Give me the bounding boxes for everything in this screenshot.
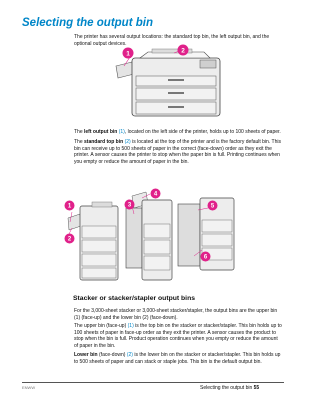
upper-bin-ref: (1)	[127, 323, 134, 329]
footer-page-label: Selecting the output bin 55	[200, 385, 260, 391]
left-bin-term: left output bin	[84, 129, 118, 135]
footer-rule	[22, 382, 284, 383]
callout-6-figure2	[200, 251, 211, 262]
svg-text:3: 3	[127, 202, 132, 209]
left-bin-paragraph: The left output bin (1), located on the left side of the printer, holds up to 100 sheets of paper.	[74, 129, 281, 135]
section-heading: Stacker or stacker/stapler output bins	[73, 295, 196, 302]
intro-paragraph: The printer has several output locations: the standard top bin, the left output bin, and the optional output devices.	[74, 34, 270, 47]
callout-5-figure2	[207, 200, 218, 211]
standard-bin-paragraph: The standard top bin (2) is located at the top of the printer and is the factory default bin. This bin can receive up to 500 sheets of paper in the correct (face-down) order as they exit the printer. A sensor causes the printer to stop when the paper bin is full. Printing continues when you empty or reduce the amount of paper in the bin.	[74, 139, 281, 165]
svg-text:1: 1	[126, 50, 130, 58]
svg-text:6: 6	[203, 254, 208, 261]
svg-text:5: 5	[210, 203, 215, 210]
page-title: Selecting the output bin	[22, 17, 153, 29]
callout-2-figure2	[64, 233, 75, 244]
page-number: 55	[253, 385, 260, 391]
callout-4-figure2	[150, 188, 161, 199]
svg-text:4: 4	[153, 191, 158, 198]
callout-3-figure2	[124, 199, 135, 210]
callout-1-figure1	[122, 47, 134, 59]
upper-bin-paragraph: The upper bin (face-up) (1) is the top bin on the stacker or stacker/stapler. This bin holds up to 100 sheets of paper in face-up order as they exit the printer. A sensor causes the product to stop when the bin is full. Product operation continues when you empty or reduce the amount of paper in the bin.	[74, 323, 282, 349]
svg-text:1: 1	[67, 203, 72, 210]
lower-bin-term: Lower bin	[74, 352, 98, 358]
callout-2-figure1	[177, 44, 189, 56]
footer-left-label: ENWW	[22, 385, 36, 390]
left-bin-ref: (1)	[118, 129, 125, 135]
standard-bin-ref: (2)	[124, 139, 131, 145]
standard-bin-term: standard top bin	[84, 139, 124, 145]
svg-text:2: 2	[181, 47, 185, 55]
svg-text:2: 2	[67, 236, 72, 243]
lower-bin-paragraph: Lower bin (face-down) (2) is the lower bin on the stacker or stacker/stapler. This bin holds up to 500 sheets of paper and can stack or staple jobs. This bin is the default output bin.	[74, 352, 281, 365]
callout-1-figure2	[64, 200, 75, 211]
lower-bin-ref: (2)	[126, 352, 133, 358]
stacker-intro-paragraph: For the 3,000-sheet stacker or 3,000-sheet stacker/stapler, the output bins are the upper bin (1) (face-up) and the lower bin (2) (face-down).	[74, 308, 278, 321]
